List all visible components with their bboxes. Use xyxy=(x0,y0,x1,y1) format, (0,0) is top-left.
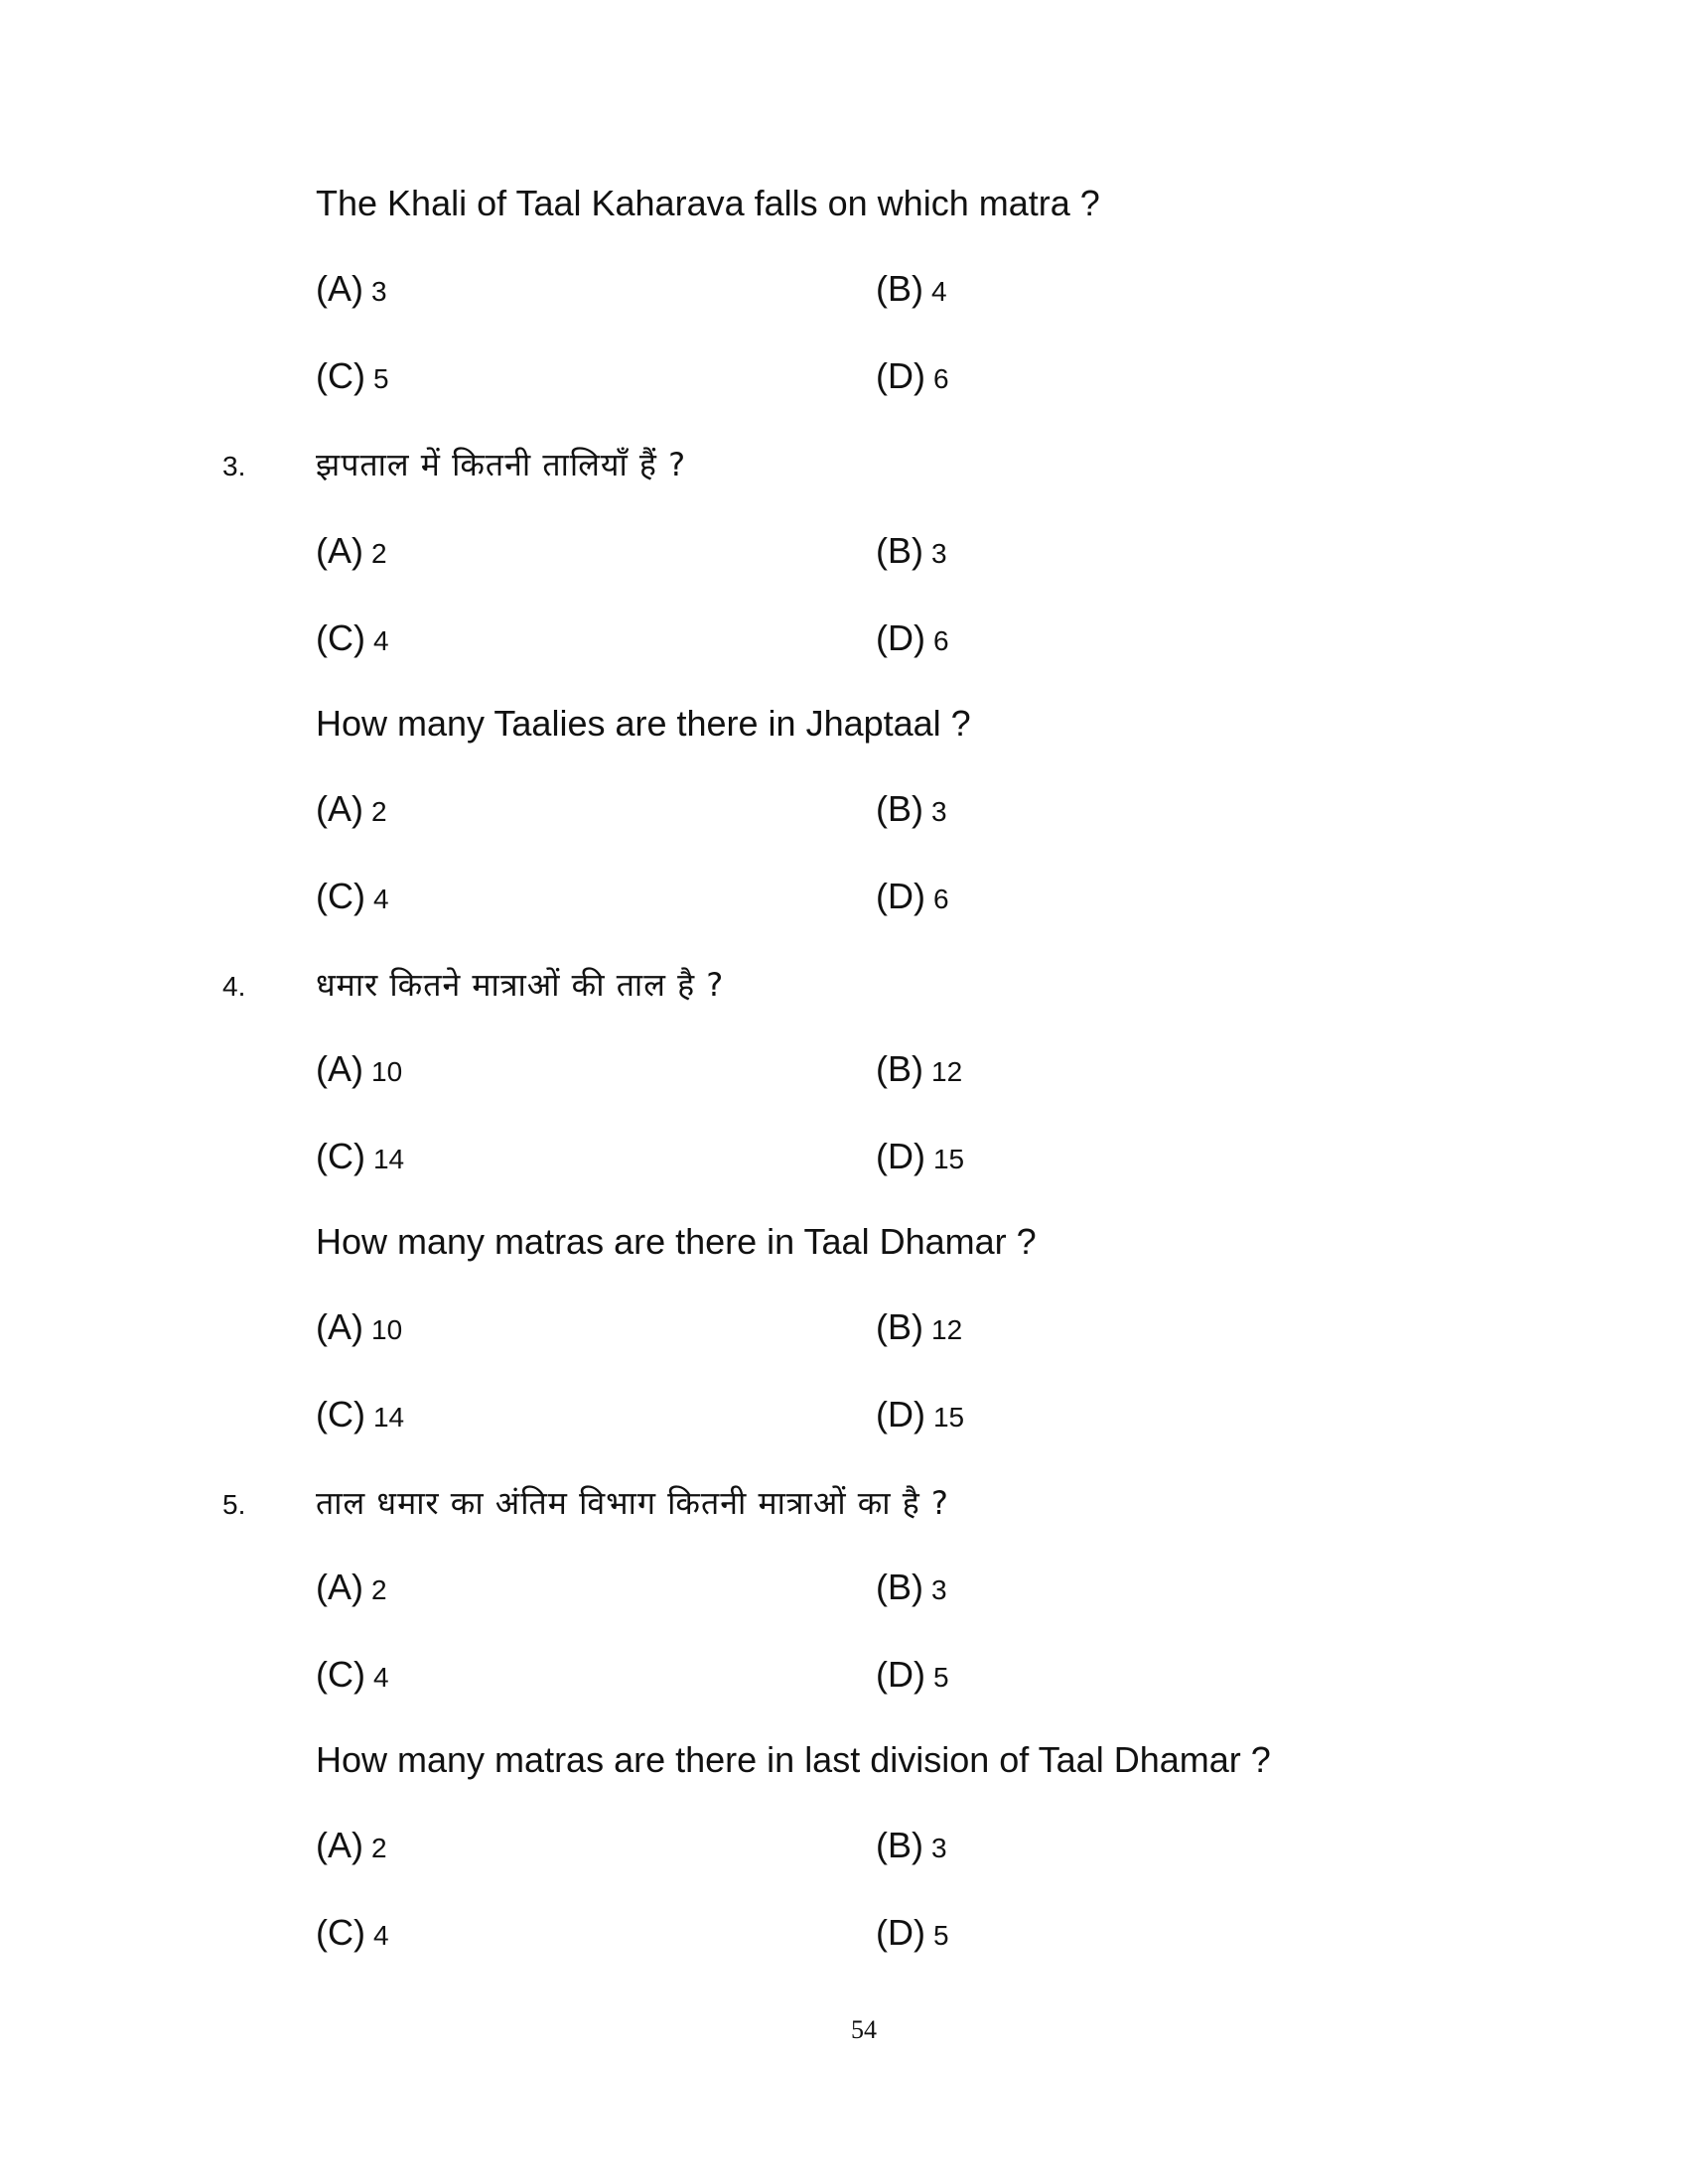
option-b xyxy=(876,1825,947,1866)
option-label: (A) xyxy=(316,1306,363,1347)
option-label: (B) xyxy=(876,1306,923,1347)
option-value: 2 xyxy=(371,1833,387,1863)
option-b xyxy=(876,1048,962,1090)
option-a xyxy=(316,268,387,310)
option-label: (D) xyxy=(876,1136,925,1176)
option-value: 4 xyxy=(372,625,389,656)
option-label: (B) xyxy=(876,1048,923,1089)
question-text-hindi: धमार कितने मात्राओं की ताल है ? xyxy=(316,966,725,1004)
option-value: 5 xyxy=(932,1662,949,1693)
question-text: How many matras are there in last division of Taal Dhamar ? xyxy=(316,1739,1271,1780)
option-label: (A) xyxy=(316,1048,363,1089)
option-value: 14 xyxy=(372,1402,405,1433)
page-number: 54 xyxy=(851,2015,877,2044)
option-value: 4 xyxy=(931,276,947,307)
option-label: (A) xyxy=(316,788,363,829)
option-label: (C) xyxy=(316,1912,365,1953)
option-value: 3 xyxy=(931,538,947,569)
option-b xyxy=(876,788,947,830)
option-a xyxy=(316,788,387,830)
option-label: (D) xyxy=(876,617,925,658)
option-value: 4 xyxy=(372,884,389,914)
option-value: 14 xyxy=(372,1144,405,1174)
option-c xyxy=(316,1912,389,1954)
option-label: (D) xyxy=(876,1654,925,1695)
option-label: (B) xyxy=(876,1825,923,1865)
option-value: 12 xyxy=(931,1056,963,1087)
option-a xyxy=(316,1567,387,1608)
option-d xyxy=(876,876,949,917)
option-label: (D) xyxy=(876,876,925,916)
option-d xyxy=(876,1912,949,1954)
option-label: (C) xyxy=(316,876,365,916)
option-c xyxy=(316,1394,404,1435)
option-label: (D) xyxy=(876,1394,925,1434)
question-text-hindi: ताल धमार का अंतिम विभाग कितनी मात्राओं का है ? xyxy=(316,1484,949,1522)
option-value: 5 xyxy=(932,1920,949,1951)
question-number: 5. xyxy=(222,1489,246,1520)
option-value: 4 xyxy=(372,1662,389,1693)
question-text: How many matras are there in Taal Dhamar ? xyxy=(316,1221,1037,1262)
option-c xyxy=(316,1136,404,1177)
option-label: (C) xyxy=(316,355,365,396)
option-label: (C) xyxy=(316,1136,365,1176)
option-value: 3 xyxy=(931,796,947,827)
option-value: 3 xyxy=(371,276,387,307)
option-value: 15 xyxy=(932,1144,965,1174)
option-label: (C) xyxy=(316,1654,365,1695)
question-text: The Khali of Taal Kaharava falls on which matra ? xyxy=(316,183,1100,223)
option-value: 12 xyxy=(931,1314,963,1345)
question-text-hindi: झपताल में कितनी तालियाँ हैं ? xyxy=(316,446,687,483)
option-d xyxy=(876,1136,964,1177)
option-label: (B) xyxy=(876,788,923,829)
option-c xyxy=(316,355,389,397)
option-label: (D) xyxy=(876,1912,925,1953)
option-label: (C) xyxy=(316,1394,365,1434)
option-d xyxy=(876,617,949,659)
option-value: 6 xyxy=(932,884,949,914)
option-value: 3 xyxy=(931,1574,947,1605)
option-d xyxy=(876,355,949,397)
option-label: (C) xyxy=(316,617,365,658)
option-a xyxy=(316,1825,387,1866)
option-value: 10 xyxy=(371,1056,403,1087)
question-text: How many Taalies are there in Jhaptaal ? xyxy=(316,703,971,744)
option-c xyxy=(316,876,389,917)
option-label: (A) xyxy=(316,530,363,571)
option-a xyxy=(316,1048,402,1090)
question-number: 4. xyxy=(222,971,246,1002)
option-a xyxy=(316,1306,402,1348)
option-value: 3 xyxy=(931,1833,947,1863)
option-c xyxy=(316,617,389,659)
option-value: 6 xyxy=(932,625,949,656)
option-value: 10 xyxy=(371,1314,403,1345)
option-label: (A) xyxy=(316,1825,363,1865)
option-b xyxy=(876,530,947,572)
option-b xyxy=(876,1306,962,1348)
option-b xyxy=(876,1567,947,1608)
option-d xyxy=(876,1394,964,1435)
option-value: 6 xyxy=(932,363,949,394)
option-label: (A) xyxy=(316,268,363,309)
option-b xyxy=(876,268,947,310)
option-label: (B) xyxy=(876,268,923,309)
option-value: 2 xyxy=(371,796,387,827)
option-value: 2 xyxy=(371,1574,387,1605)
question-number: 3. xyxy=(222,451,246,481)
option-value: 15 xyxy=(932,1402,965,1433)
option-c xyxy=(316,1654,389,1696)
option-value: 5 xyxy=(372,363,389,394)
option-label: (D) xyxy=(876,355,925,396)
option-label: (B) xyxy=(876,530,923,571)
option-label: (A) xyxy=(316,1567,363,1607)
option-a xyxy=(316,530,387,572)
option-label: (B) xyxy=(876,1567,923,1607)
option-value: 4 xyxy=(372,1920,389,1951)
option-d xyxy=(876,1654,949,1696)
option-value: 2 xyxy=(371,538,387,569)
